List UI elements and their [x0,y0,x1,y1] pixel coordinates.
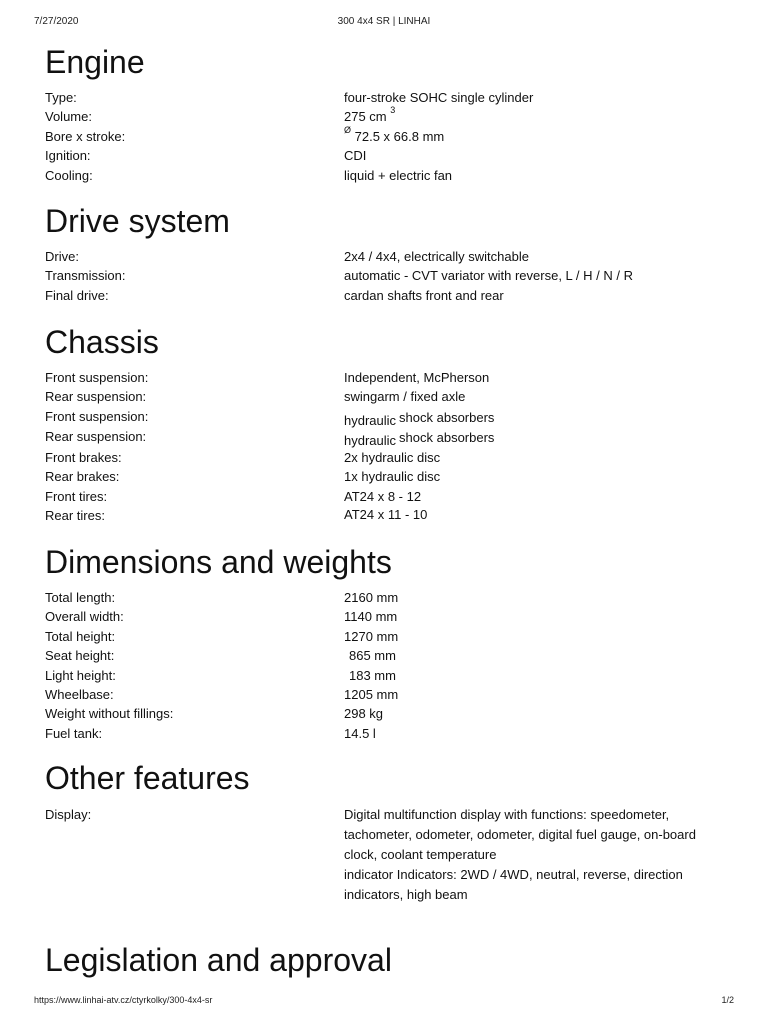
spec-value: 1205 mm [344,686,399,702]
spec-row-front-tires [45,487,725,506]
spec-value: Independent, McPherson [344,370,490,385]
spec-row-seat-height [45,646,725,665]
display-description [344,805,724,905]
spec-row-bore [45,124,725,146]
spec-label: Volume: [45,109,92,125]
spec-row-type [45,88,725,107]
shock-raised-text: shock absorbers [399,409,495,425]
spec-row-total-length [45,588,725,607]
spec-table-drive [45,247,725,305]
page-url: https://www.linhai-atv.cz/ctyrkolky/300-4x4-sr [34,995,213,1005]
spec-label: Ignition: [45,148,91,164]
page-number: 1/2 [721,995,734,1005]
spec-row-front-shocks [45,407,725,428]
spec-row-ignition [45,146,725,165]
diameter-symbol: Ø [344,124,352,135]
display-functions-text: Digital multifunction display with functions: speedometer, tachometer, odometer, odometer, digital fuel gauge, on-board clock, coolant temperature [344,807,696,862]
spec-row-front-suspension [45,368,725,387]
spec-label: Seat height: [45,648,115,664]
spec-value: 2x4 / 4x4, electrically switchable [344,249,529,264]
spec-row-drive [45,247,725,266]
spec-value [344,124,445,146]
spec-label: Final drive: [45,287,109,303]
spec-value: AT24 x 8 - 12 [344,488,422,504]
spec-label: Transmission: [45,268,126,284]
section-heading-other: Other features [45,760,250,796]
section-heading-legislation: Legislation and approval [45,942,392,978]
volume-value: 275 cm [344,109,387,125]
spec-value: 865 mm [349,648,396,664]
spec-value: CDI [344,148,367,164]
spec-label: Front tires: [45,488,108,504]
spec-value [344,107,395,126]
spec-label: Rear tires: [45,507,105,523]
spec-table-engine [45,88,725,185]
spec-label: Front suspension: [45,408,149,424]
spec-label: Front suspension: [45,370,149,385]
spec-value: AT24 x 11 - 10 [344,506,428,522]
bore-value: 72.5 x 66.8 mm [354,128,445,144]
spec-value: 1140 mm [344,609,398,625]
section-heading-dimensions: Dimensions and weights [45,544,392,580]
shock-type: hydraulic [344,412,397,428]
spec-value: 2x hydraulic disc [344,449,441,465]
spec-label: Display: [45,807,92,822]
spec-label: Wheelbase: [45,686,114,702]
spec-value: 1x hydraulic disc [344,469,441,485]
spec-value: 2160 mm [344,590,399,605]
print-date: 7/27/2020 [34,16,79,27]
section-heading-drive: Drive system [45,203,230,239]
shock-type: hydraulic [344,433,397,449]
spec-label: Overall width: [45,609,124,625]
display-indicators-text: indicator Indicators: 2WD / 4WD, neutral, reverse, direction indicators, high beam [344,867,683,902]
spec-value: liquid + electric fan [344,167,453,183]
shock-raised-text: shock absorbers [399,430,495,446]
spec-row-front-brakes [45,448,725,467]
spec-label: Total length: [45,590,116,605]
spec-row-rear-suspension [45,387,725,406]
spec-row-overall-width [45,607,725,626]
spec-label: Total height: [45,628,116,644]
volume-superscript: 3 [390,105,396,116]
spec-label: Bore x stroke: [45,128,126,144]
spec-row-light-height [45,666,725,685]
spec-row-rear-tires [45,506,725,525]
spec-label: Rear suspension: [45,389,147,405]
section-heading-chassis: Chassis [45,324,159,360]
spec-value: 1270 mm [344,628,399,644]
spec-row-final-drive [45,286,725,305]
spec-row-rear-shocks [45,427,725,448]
spec-row-transmission [45,266,725,285]
spec-value: four-stroke SOHC single cylinder [344,90,534,105]
spec-label: Drive: [45,249,79,264]
spec-row-total-height [45,627,725,646]
spec-value: 183 mm [349,667,396,683]
spec-label: Weight without fillings: [45,706,174,722]
spec-row-weight [45,704,725,723]
spec-label: Fuel tank: [45,725,103,741]
spec-label: Type: [45,90,77,105]
spec-row-wheelbase [45,685,725,704]
spec-row-fuel-tank [45,724,725,743]
spec-row-cooling [45,166,725,185]
spec-label: Rear suspension: [45,429,147,445]
spec-label: Cooling: [45,167,93,183]
spec-label: Front brakes: [45,449,122,465]
spec-label: Light height: [45,667,116,683]
spec-value: cardan shafts front and rear [344,287,504,303]
spec-value: automatic - CVT variator with reverse, L / H / N / R [344,268,633,284]
spec-row-rear-brakes [45,467,725,486]
section-heading-engine: Engine [45,44,145,80]
spec-value: 298 kg [344,706,384,722]
spec-table-dimensions [45,588,725,743]
spec-label: Rear brakes: [45,469,120,485]
spec-value: 14.5 l [344,725,376,741]
spec-table-chassis [45,368,725,525]
spec-row-volume [45,107,725,126]
page-title: 300 4x4 SR | LINHAI [337,16,431,27]
spec-value: swingarm / fixed axle [344,389,466,405]
